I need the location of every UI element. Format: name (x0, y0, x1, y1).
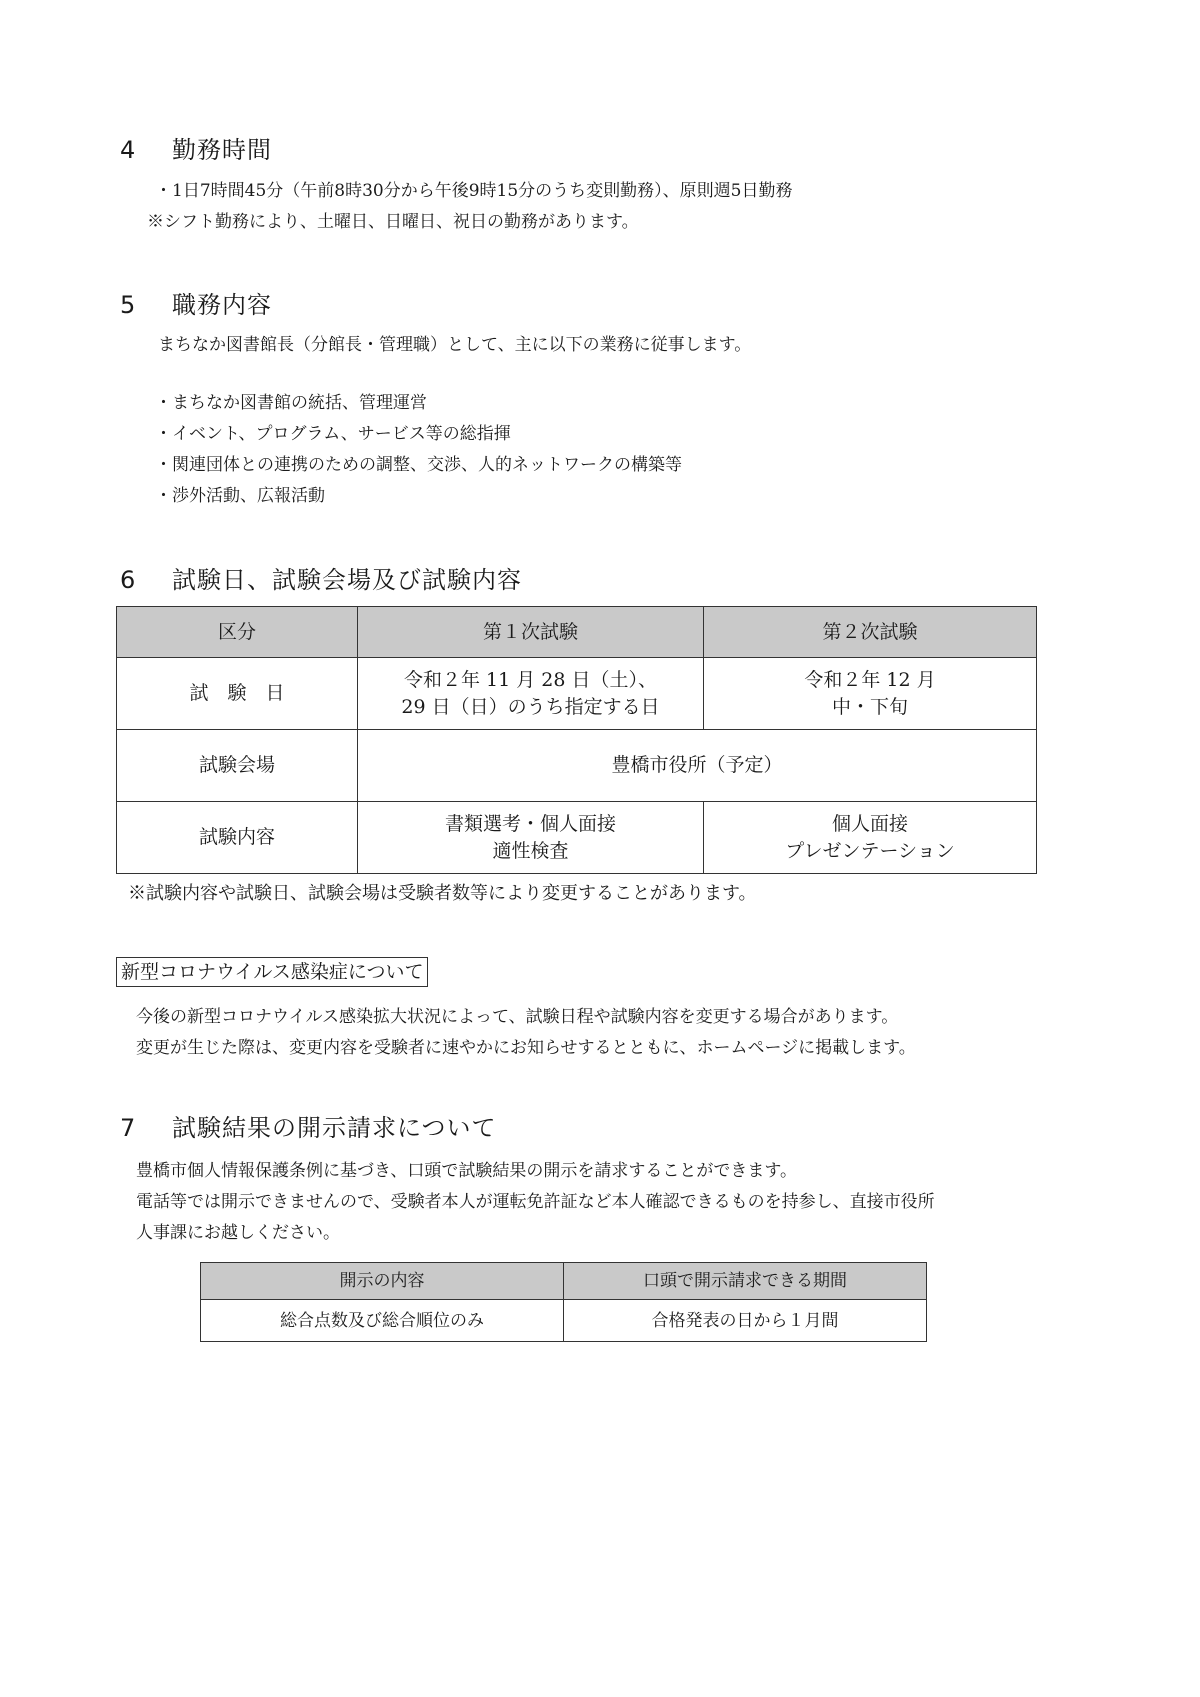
disclosure-line: 人事課にお越しください。 (136, 1223, 340, 1243)
covid-line: 変更が生じた際は、変更内容を受験者に速やかにお知らせするとともに、ホームページに掲載します。 (136, 1038, 916, 1058)
first-exam-content (358, 802, 704, 874)
section-4-heading (120, 130, 272, 165)
table-row (117, 802, 1037, 874)
first-exam-content-line1: 書類選考・個人面接 (444, 812, 616, 835)
first-exam-content-line2: 適性検査 (492, 839, 569, 862)
first-exam-date-line2: 29 日（日）のうち指定する日 (401, 695, 660, 718)
disclosure-line: 電話等では開示できませんので、受験者本人が運転免許証など本人確認できるものを持参し、直接市役所 (136, 1192, 935, 1212)
disclosure-table (200, 1262, 927, 1342)
disclosure-content-value: 総合点数及び総合順位のみ (201, 1300, 564, 1342)
header-first-exam: 第１次試験 (358, 607, 704, 658)
table-header-row (117, 607, 1037, 658)
disclosure-line: 豊橋市個人情報保護条例に基づき、口頭で試験結果の開示を請求することができます。 (136, 1161, 797, 1181)
section-6-title: 試験日、試験会場及び試験内容 (172, 566, 522, 594)
header-second-exam: 第２次試験 (704, 607, 1037, 658)
section-4-number: 4 (120, 136, 137, 164)
section-6-heading (120, 560, 522, 595)
second-exam-content-line1: 個人面接 (831, 812, 908, 835)
section-5-heading (120, 285, 272, 320)
table-header-row (201, 1263, 927, 1300)
section-5-intro: まちなか図書館長（分館長・管理職）として、主に以下の業務に従事します。 (158, 335, 752, 355)
first-exam-date (358, 658, 704, 730)
section-5-title: 職務内容 (172, 291, 272, 319)
header-request-period: 口頭で開示請求できる期間 (564, 1263, 927, 1300)
covid-line: 今後の新型コロナウイルス感染拡大状況によって、試験日程や試験内容を変更する場合があります。 (136, 1007, 899, 1027)
covid-notice-body (136, 1002, 916, 1064)
work-hours-line: ・1日7時間45分（午前8時30分から午後9時15分のうち変則勤務）、原則週5日勤務 (155, 181, 793, 201)
second-exam-date (704, 658, 1037, 730)
list-item: ・まちなか図書館の統括、管理運営 (155, 393, 427, 413)
table-row (117, 730, 1037, 802)
exam-content-label: 試験内容 (117, 802, 358, 874)
exam-change-note: ※試験内容や試験日、試験会場は受験者数等により変更することがあります。 (128, 883, 757, 904)
second-exam-date-line1: 令和２年 12 月 (804, 668, 936, 691)
section-4-body (147, 176, 793, 238)
section-7-heading (120, 1108, 497, 1143)
header-category: 区分 (117, 607, 358, 658)
section-7-number: 7 (120, 1114, 137, 1142)
first-exam-date-line1: 令和２年 11 月 28 日（土）、 (403, 668, 657, 691)
duty-list (155, 388, 682, 512)
section-7-title: 試験結果の開示請求について (172, 1114, 497, 1142)
exam-venue-label: 試験会場 (117, 730, 358, 802)
second-exam-content (704, 802, 1037, 874)
table-row (201, 1300, 927, 1342)
exam-schedule-table (116, 606, 1037, 874)
list-item: ・渉外活動、広報活動 (155, 486, 325, 506)
list-item: ・イベント、プログラム、サービス等の総指揮 (155, 424, 511, 444)
list-item: ・関連団体との連携のための調整、交渉、人的ネットワークの構築等 (155, 455, 682, 475)
header-disclosure-content: 開示の内容 (201, 1263, 564, 1300)
section-6-number: 6 (120, 566, 137, 594)
section-4-title: 勤務時間 (172, 136, 272, 164)
shift-note-line: ※シフト勤務により、土曜日、日曜日、祝日の勤務があります。 (147, 212, 639, 232)
exam-venue-value: 豊橋市役所（予定） (358, 730, 1037, 802)
exam-date-label: 試 験 日 (117, 658, 358, 730)
request-period-value: 合格発表の日から１月間 (564, 1300, 927, 1342)
covid-notice-title: 新型コロナウイルス感染症について (116, 957, 428, 987)
section-7-body (136, 1156, 935, 1249)
second-exam-date-line2: 中・下旬 (831, 695, 908, 718)
table-row (117, 658, 1037, 730)
section-5-number: 5 (120, 291, 137, 319)
second-exam-content-line2: プレゼンテーション (785, 839, 955, 862)
